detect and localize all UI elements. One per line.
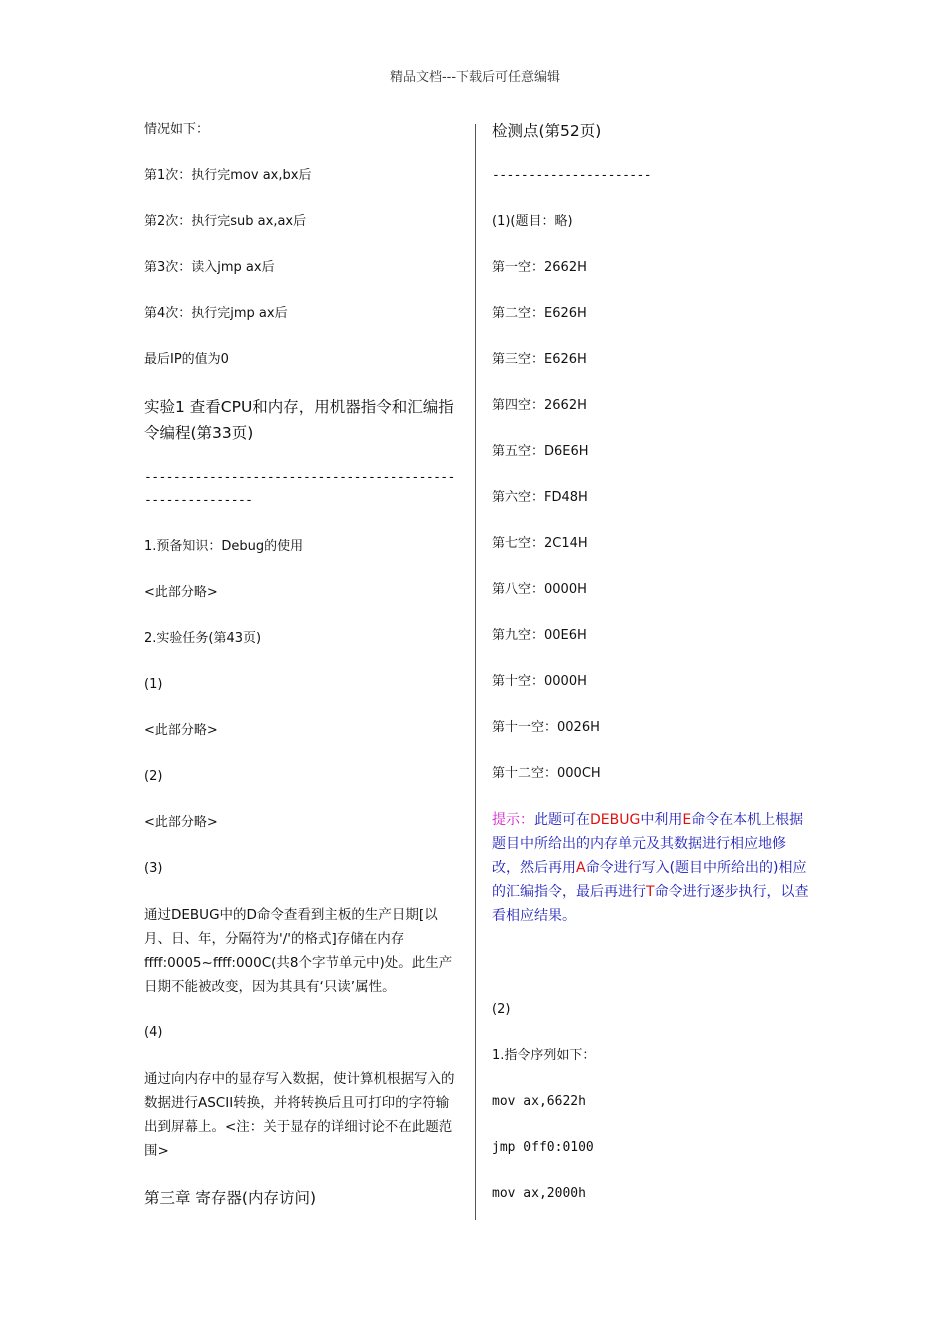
text-line: 1.预备知识：Debug的使用 [144,539,304,554]
text-line: 最后IP的值为0 [144,352,229,367]
tip-text: 中利用 [640,812,683,828]
text-line: (2) [144,769,163,784]
tip-command: DEBUG [590,812,641,828]
blank-answer: 第十空：0000H [492,674,587,689]
separator-line: --------------- [144,493,253,508]
blank-answer: 第二空：E626H [492,306,587,321]
blank-answer: 第十一空：0026H [492,720,600,735]
tip-label: 提示： [492,812,534,828]
chapter-title: 第三章 寄存器(内存访问) [144,1189,317,1207]
text-line: 情况如下： [144,122,210,137]
section-title: 检测点(第52页) [492,122,602,140]
tip-command: E [682,812,692,828]
code-line: mov ax,2000h [492,1186,586,1201]
text-line: (3) [144,861,163,876]
blank-answer: 第九空：00E6H [492,628,587,643]
tip-command: A [576,860,586,876]
tip-text: 命令进行写入(题目中所给出的)相应的汇编指令，最后再进行 [492,860,807,900]
text-line: (1)(题目：略) [492,214,573,229]
blank-answer: 第八空：0000H [492,582,587,597]
tip-text: 此题可在 [534,812,590,828]
text-line: (2) [492,1002,511,1017]
code-line: mov ax,6622h [492,1094,586,1109]
text-line: 1.指令序列如下： [492,1048,596,1063]
column-divider [475,124,476,1220]
text-line: 第2次：执行完sub ax,ax后 [144,214,307,229]
blank-answer: 第五空：D6E6H [492,444,589,459]
blank-answer: 第十二空：000CH [492,766,601,781]
text-line: 第1次：执行完mov ax,bx后 [144,168,312,183]
code-line: jmp 0ff0:0100 [492,1140,594,1155]
blank-answer: 第四空：2662H [492,398,587,413]
tip-command: T [646,884,655,900]
tip-text: 命令进行逐步执行，以查看相应结果。 [492,884,809,924]
separator-line: ------------------------------------------- [144,470,455,485]
text-line: 第3次：读入jmp ax后 [144,260,275,275]
right-column [492,118,810,1228]
blank-answer: 第一空：2662H [492,260,587,275]
blank-answer: 第七空：2C14H [492,536,588,551]
tip-text: 命令在本机上根据题目中所给出的内存单元及其数据进行相应地修改，然后再用 [492,812,804,876]
left-column [144,118,460,1211]
blank-answer: 第三空：E626H [492,352,587,367]
separator-line: ---------------------- [492,168,651,183]
text-line: 2.实验任务(第43页) [144,631,262,646]
tip-paragraph [492,808,810,928]
text-line: <此部分略> [144,585,218,600]
blank-answer: 第六空：FD48H [492,490,588,505]
experiment-title: 实验1 查看CPU和内存，用机器指令和汇编指令编程(第33页) [144,398,454,442]
text-line: <此部分略> [144,723,218,738]
text-line: <此部分略> [144,815,218,830]
text-line: 第4次：执行完jmp ax后 [144,306,288,321]
paragraph: 通过DEBUG中的D命令查看到主板的生产日期[以月、日、年，分隔符为'/'的格式]存储在内存ffff:0005~ffff:000C(共8个字节单元中)处。此生产日期不能被改变，因为其具有‘只读’属性。 [144,907,453,995]
page-header: 精品文档---下载后可任意编辑 [389,70,561,85]
paragraph: 通过向内存中的显存写入数据，使计算机根据写入的数据进行ASCII转换，并将转换后且可打印的字符输出到屏幕上。<注：关于显存的详细讨论不在此题范围> [144,1071,455,1159]
text-line: (4) [144,1025,163,1040]
text-line: (1) [144,677,163,692]
